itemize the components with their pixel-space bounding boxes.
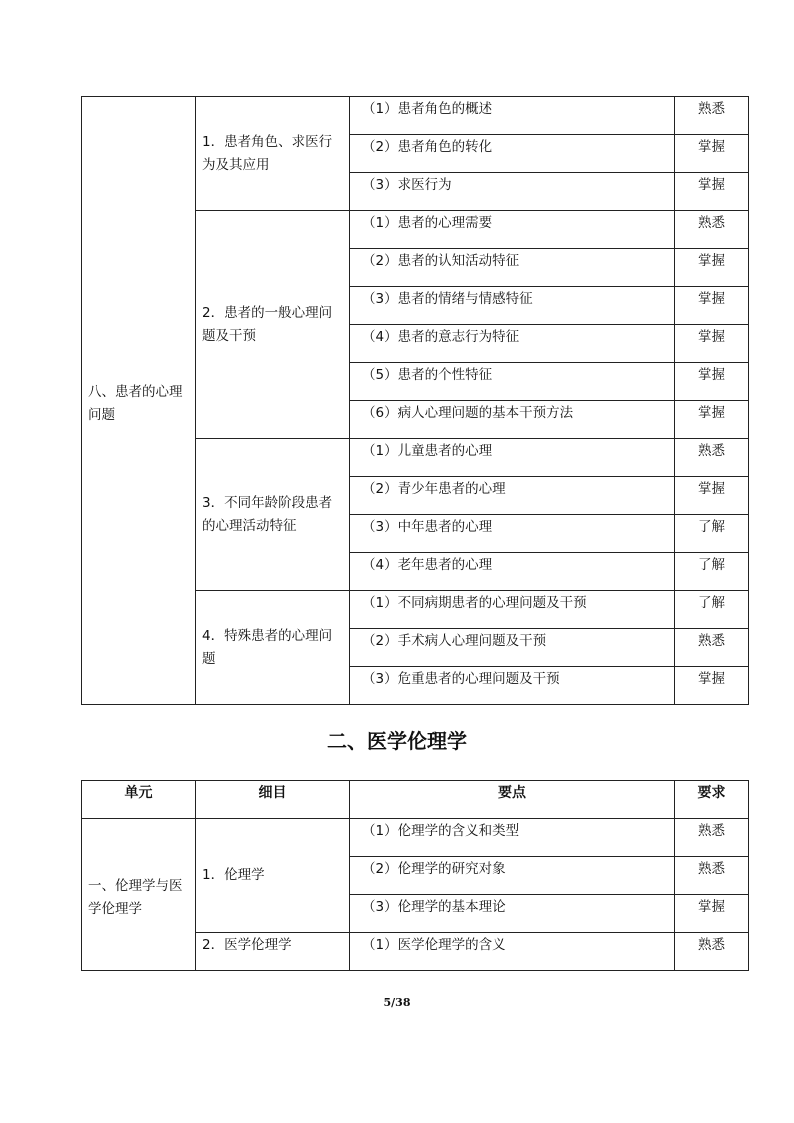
requirement-cell: 掌握 [675,249,749,287]
requirement-cell: 了解 [675,591,749,629]
section-title: 二、医学伦理学 [327,729,467,753]
point-cell: （2）手术病人心理问题及干预 [350,629,675,667]
item-cell: 1．患者角色、求医行为及其应用 [196,97,350,211]
requirement-cell: 掌握 [675,325,749,363]
page-number: 5/38 [383,996,411,1009]
point-cell: （6）病人心理问题的基本干预方法 [350,401,675,439]
syllabus-table-ethics [81,780,749,971]
table-header-row [82,781,749,819]
point-cell: （2）伦理学的研究对象 [350,857,675,895]
requirement-cell: 熟悉 [675,439,749,477]
header-unit: 单元 [82,781,196,819]
point-cell: （1）不同病期患者的心理问题及干预 [350,591,675,629]
table-row [82,97,749,135]
point-cell: （2）患者的认知活动特征 [350,249,675,287]
point-cell: （3）伦理学的基本理论 [350,895,675,933]
requirement-cell: 了解 [675,553,749,591]
requirement-cell: 熟悉 [675,933,749,971]
point-cell: （4）老年患者的心理 [350,553,675,591]
point-cell: （4）患者的意志行为特征 [350,325,675,363]
item-cell: 4．特殊患者的心理问题 [196,591,350,705]
item-cell: 2．医学伦理学 [196,933,350,971]
header-item: 细目 [196,781,350,819]
point-cell: （1）伦理学的含义和类型 [350,819,675,857]
requirement-cell: 掌握 [675,895,749,933]
point-cell: （5）患者的个性特征 [350,363,675,401]
requirement-cell: 熟悉 [675,857,749,895]
point-cell: （2）青少年患者的心理 [350,477,675,515]
requirement-cell: 熟悉 [675,819,749,857]
unit-cell: 八、患者的心理问题 [82,97,196,705]
requirement-cell: 了解 [675,515,749,553]
point-cell: （1）患者的心理需要 [350,211,675,249]
header-requirement: 要求 [675,781,749,819]
item-cell: 1．伦理学 [196,819,350,933]
requirement-cell: 掌握 [675,135,749,173]
point-cell: （3）患者的情绪与情感特征 [350,287,675,325]
requirement-cell: 掌握 [675,173,749,211]
unit-cell: 一、伦理学与医学伦理学 [82,819,196,971]
point-cell: （1）患者角色的概述 [350,97,675,135]
header-point: 要点 [350,781,675,819]
requirement-cell: 熟悉 [675,97,749,135]
point-cell: （2）患者角色的转化 [350,135,675,173]
item-cell: 2．患者的一般心理问题及干预 [196,211,350,439]
requirement-cell: 熟悉 [675,629,749,667]
point-cell: （1）儿童患者的心理 [350,439,675,477]
point-cell: （3）危重患者的心理问题及干预 [350,667,675,705]
requirement-cell: 熟悉 [675,211,749,249]
point-cell: （1）医学伦理学的含义 [350,933,675,971]
requirement-cell: 掌握 [675,667,749,705]
requirement-cell: 掌握 [675,287,749,325]
requirement-cell: 掌握 [675,401,749,439]
point-cell: （3）求医行为 [350,173,675,211]
table-row [82,819,749,857]
item-cell: 3．不同年龄阶段患者的心理活动特征 [196,439,350,591]
requirement-cell: 掌握 [675,477,749,515]
requirement-cell: 掌握 [675,363,749,401]
point-cell: （3）中年患者的心理 [350,515,675,553]
syllabus-table-psychology [81,96,749,705]
